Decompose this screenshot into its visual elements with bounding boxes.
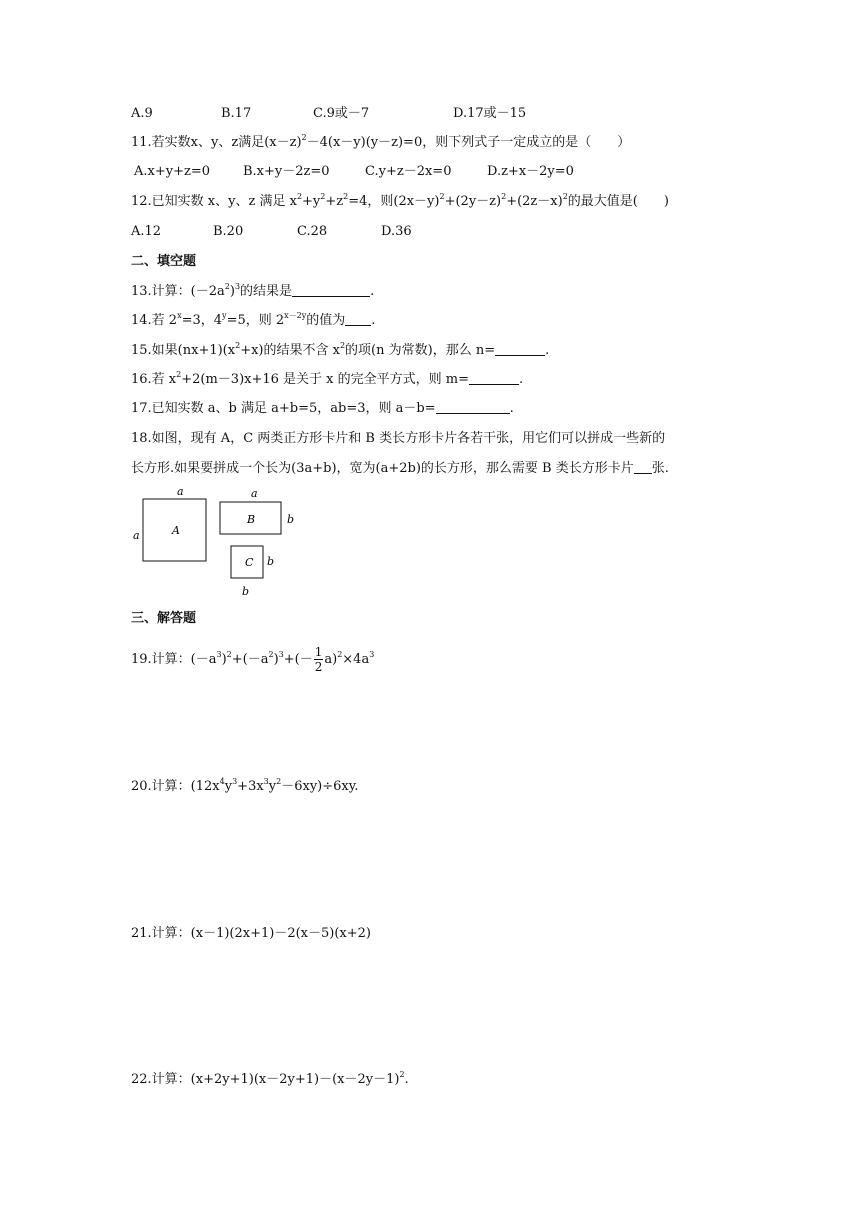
q15-answer-blank[interactable] xyxy=(495,343,545,356)
q12-options xyxy=(131,223,412,241)
q10-option-b: B.17 xyxy=(221,106,252,121)
section-fill-in-heading: 二、填空题 xyxy=(131,254,197,269)
q12-option-b: B.20 xyxy=(213,224,244,239)
q19: 19.计算：$(-a^3)^2+(-a^2)^3+(-$ $\frac{1}{2}$ $a)^2\times 4a^3$ xyxy=(131,645,375,674)
q17: 17.已知实数 a、b 满足 a+b=5，ab=3，则 a－b= . xyxy=(131,401,514,416)
q19-fraction: $\frac{1}{2}$ xyxy=(314,645,323,674)
q14-answer-blank[interactable] xyxy=(345,313,371,326)
q13-answer-blank[interactable] xyxy=(292,284,370,297)
q16: 16.若 $x^2+2(m-3)x+16$ 是关于 x 的完全平方式，则 m= . xyxy=(131,370,524,387)
q18-line2: 长方形.如果要拼成一个长为(3a+b)，宽为(a+2b)的长方形，那么需要 B 类长方形卡片 张. xyxy=(131,461,669,476)
card-a-top-label: a xyxy=(177,485,184,498)
q18-answer-blank[interactable] xyxy=(634,461,652,474)
q11-option-b: B.x+y－2z=0 xyxy=(243,164,330,179)
q12-option-a: A.12 xyxy=(131,224,162,239)
card-figure xyxy=(131,484,311,600)
q18-line1: 18.如图，现有 A，C 两类正方形卡片和 B 类长方形卡片各若干张，用它们可以拼成一些新的 xyxy=(131,431,666,446)
card-b-side-label: b xyxy=(287,513,295,526)
q11-option-d: D.z+x－2y=0 xyxy=(487,164,574,179)
q17-answer-blank[interactable] xyxy=(436,401,510,414)
card-a-side-label: a xyxy=(133,529,140,542)
card-c-side-label: b xyxy=(267,555,275,568)
card-b-label: B xyxy=(247,513,256,526)
q22: 22.计算：$(x+2y+1)(x-2y+1)-(x-2y-1)^2$. xyxy=(131,1070,409,1087)
q10-option-a: A.9 xyxy=(131,106,153,121)
q11-option-a: A.x+y+z=0 xyxy=(134,164,210,179)
q10-option-c: C.9或－7 xyxy=(313,106,370,121)
q10-option-d: D.17或－15 xyxy=(453,106,527,121)
q14: 14.若 $2^x=3$，$4^y=5$，则 $2^{x-2y}$的值为 . xyxy=(131,311,376,328)
card-a-label: A xyxy=(172,524,180,537)
q21: 21.计算：(x－1)(2x+1)－2(x－5)(x+2) xyxy=(131,926,371,941)
q15: 15.如果$(nx+1)(x^2+x)$的结果不含 $x^2$的项(n 为常数)，那么 n= . xyxy=(131,341,550,358)
q12-option-c: C.28 xyxy=(297,224,328,239)
q11-option-c: C.y+z－2x=0 xyxy=(365,164,452,179)
card-b-top-label: a xyxy=(251,487,258,500)
q16-answer-blank[interactable] xyxy=(469,372,519,385)
q11-stem: 11.若实数x、y、z满足$(x-z)^2-4(x-y)(y-z)=0$，则下列式子一定成立的是（ ） xyxy=(131,133,631,150)
q11-options xyxy=(134,163,574,181)
q13: 13.计算：$(-2a^2)^3$的结果是 . xyxy=(131,282,375,299)
q12-stem: 12.已知实数 x、y、z 满足 $x^2+y^2+z^2=4$，则$(2x-y)^2+(2y-z)^2+(2z-x)^2$的最大值是( ) xyxy=(131,192,669,209)
q12-option-d: D.36 xyxy=(381,224,412,239)
card-c-bottom-label: b xyxy=(242,585,250,598)
q10-options xyxy=(131,105,526,123)
q20: 20.计算：$(12x^4y^3+3x^3y^2-6xy)\div 6xy$. xyxy=(131,777,359,794)
section-solve-heading: 三、解答题 xyxy=(131,611,197,626)
card-c-label: C xyxy=(245,556,254,569)
